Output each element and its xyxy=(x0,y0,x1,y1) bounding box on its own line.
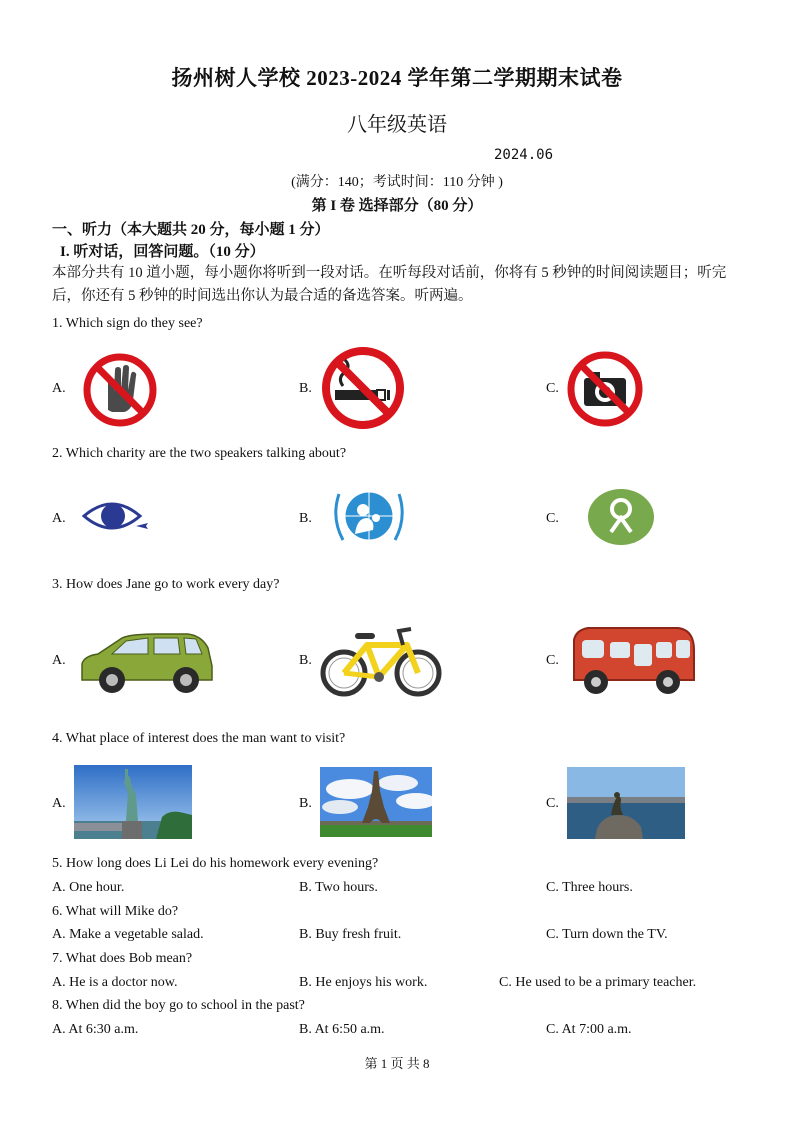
subsection-title: I. 听对话，回答问题。（10 分） xyxy=(60,244,265,260)
bus-icon xyxy=(568,626,698,698)
q1-option-c-label: C. xyxy=(546,381,559,396)
q4-option-b-label: B. xyxy=(299,796,312,811)
page-footer: 第 1 页 共 8 xyxy=(364,1056,430,1071)
section-title: 一、听力（本大题共 20 分，每小题 1 分） xyxy=(52,222,330,238)
q8-option-a: A. At 6:30 a.m. xyxy=(52,1022,139,1037)
bicycle-icon xyxy=(319,623,443,699)
q2-option-a-label: A. xyxy=(52,511,66,526)
q2-option-c-label: C. xyxy=(546,511,559,526)
q4-option-a-label: A. xyxy=(52,796,66,811)
q3-option-a-label: A. xyxy=(52,653,66,668)
q5-option-a: A. One hour. xyxy=(52,880,125,895)
q3-option-c-label: C. xyxy=(546,653,559,668)
eiffel-tower-photo xyxy=(320,767,432,837)
question-3: 3. How does Jane go to work every day? xyxy=(52,577,280,592)
instructions: 本部分共有 10 道小题，每小题你将听到一段对话。在听每段对话前，你将有 5 秒钟的时间阅读题目；听完后，你还有 5 秒钟的时间选出你认为最合适的备选答案。听两遍。 xyxy=(52,265,727,304)
q2-option-b-label: B. xyxy=(299,511,312,526)
no-photos-sign-icon xyxy=(566,350,644,428)
q8-option-c: C. At 7:00 a.m. xyxy=(546,1022,632,1037)
q8-option-b: B. At 6:50 a.m. xyxy=(299,1022,385,1037)
question-2: 2. Which charity are the two speakers talking about? xyxy=(52,446,347,461)
question-1: 1. Which sign do they see? xyxy=(52,316,203,331)
orbis-eye-logo-icon xyxy=(82,494,150,538)
q6-option-c: C. Turn down the TV. xyxy=(546,927,668,942)
q6-option-a: A. Make a vegetable salad. xyxy=(52,927,204,942)
q7-option-a: A. He is a doctor now. xyxy=(52,975,178,990)
exam-title: 扬州树人学校 2023-2024 学年第二学期期末试卷 xyxy=(171,66,623,90)
no-touching-sign-icon xyxy=(82,352,158,428)
question-4: 4. What place of interest does the man want to visit? xyxy=(52,731,346,746)
unicef-logo-icon xyxy=(329,486,409,550)
q3-option-b-label: B. xyxy=(299,653,312,668)
question-6: 6. What will Mike do? xyxy=(52,904,179,919)
q7-option-c: C. He used to be a primary teacher. xyxy=(499,975,697,990)
question-7: 7. What does Bob mean? xyxy=(52,951,193,966)
q5-option-b: B. Two hours. xyxy=(299,880,378,895)
q5-option-c: C. Three hours. xyxy=(546,880,633,895)
oxfam-logo-icon xyxy=(587,488,655,546)
little-mermaid-photo xyxy=(567,767,685,839)
q4-option-c-label: C. xyxy=(546,796,559,811)
part-title: 第 I 卷 选择部分（80 分） xyxy=(311,198,483,214)
no-smoking-sign-icon xyxy=(319,346,407,430)
q1-option-b-label: B. xyxy=(299,381,312,396)
exam-date: 2024.06 xyxy=(494,147,554,163)
q1-option-a-label: A. xyxy=(52,381,66,396)
grade-subject: 八年级英语 xyxy=(347,114,447,136)
question-8: 8. When did the boy go to school in the past? xyxy=(52,998,305,1013)
score-info: (满分：140；考试时间：110 分钟 ) xyxy=(291,175,503,190)
q7-option-b: B. He enjoys his work. xyxy=(299,975,428,990)
question-5: 5. How long does Li Lei do his homework every evening? xyxy=(52,856,379,871)
statue-of-liberty-photo xyxy=(74,765,192,839)
q6-option-b: B. Buy fresh fruit. xyxy=(299,927,402,942)
car-icon xyxy=(78,632,216,696)
